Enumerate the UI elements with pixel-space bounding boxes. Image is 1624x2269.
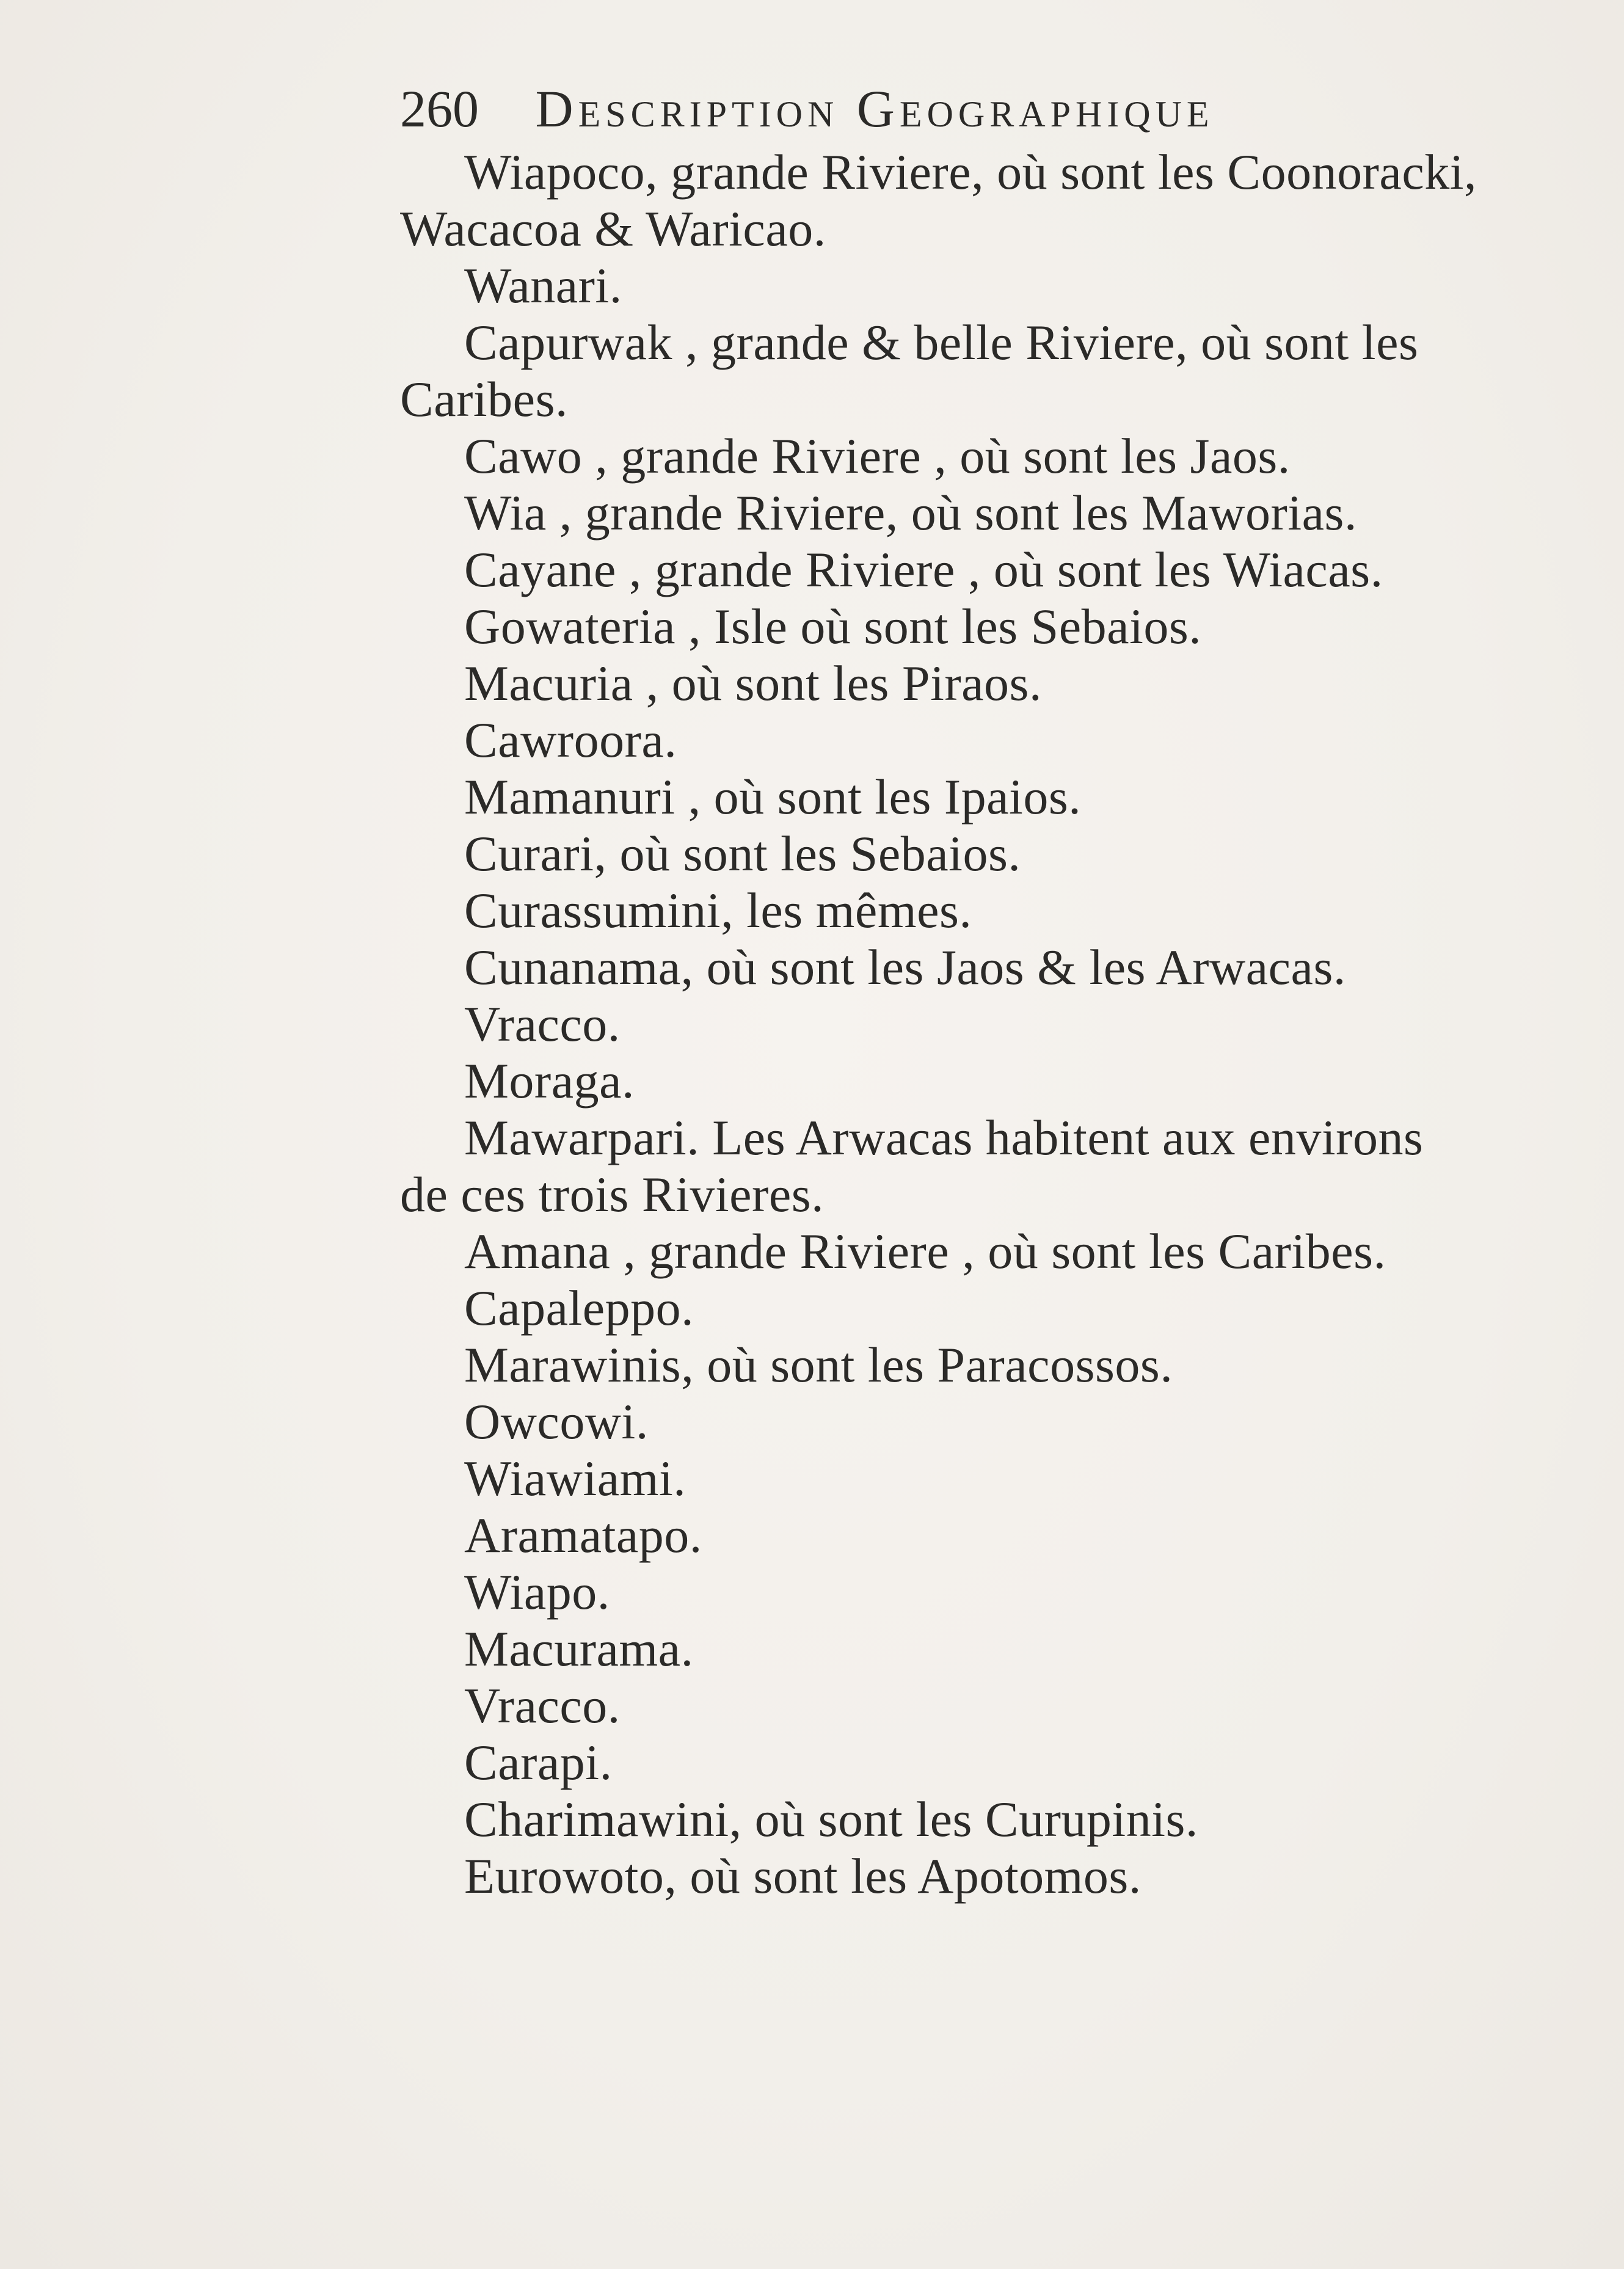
running-head [400, 78, 1353, 139]
text-line: Amana , grande Riviere , où sont les Caribes. [464, 1223, 1386, 1279]
text-line: Wiapo. [464, 1564, 610, 1620]
text-line: Wanari. [464, 258, 622, 313]
text-line: Wia , grande Riviere, où sont les Maworias. [464, 485, 1357, 541]
text-line: Vracco. [464, 996, 621, 1052]
text-line: Macuria , où sont les Piraos. [464, 655, 1042, 711]
text-line: Wiawiami. [464, 1451, 686, 1506]
text-line: Macurama. [464, 1621, 694, 1677]
text-line: Wacacoa & Waricao. [400, 201, 826, 257]
text-line: Curari, où sont les Sebaios. [464, 826, 1021, 881]
text-line: Cawroora. [464, 712, 677, 768]
body-text [400, 144, 1493, 1964]
text-line: Gowateria , Isle où sont les Sebaios. [464, 599, 1202, 654]
text-line: Mawarpari. Les Arwacas habitent aux environs [464, 1110, 1424, 1165]
text-line: Carapi. [464, 1735, 613, 1790]
text-line: Capurwak , grande & belle Riviere, où sont les [464, 315, 1419, 370]
text-line: Capaleppo. [464, 1280, 694, 1336]
text-line: Vracco. [464, 1678, 621, 1733]
text-line: Cawo , grande Riviere , où sont les Jaos. [464, 428, 1291, 484]
text-line: Marawinis, où sont les Paracossos. [464, 1337, 1173, 1393]
text-line: Caribes. [400, 371, 568, 427]
text-line: Mamanuri , où sont les Ipaios. [464, 769, 1082, 825]
text-line: Charimawini, où sont les Curupinis. [464, 1791, 1198, 1847]
text-line: Cayane , grande Riviere , où sont les Wiacas. [464, 542, 1383, 597]
text-line: de ces trois Rivieres. [400, 1167, 825, 1222]
text-line: Owcowi. [464, 1394, 649, 1449]
text-line: Cunanama, où sont les Jaos & les Arwacas. [464, 939, 1346, 995]
page-number: 260 [400, 79, 479, 138]
text-line: Wiapoco, grande Riviere, où sont les Coonoracki, [464, 144, 1477, 200]
text-line: Moraga. [464, 1053, 635, 1109]
running-title: Description Geographique [535, 79, 1214, 138]
text-line: Eurowoto, où sont les Apotomos. [464, 1848, 1142, 1904]
text-line: Curassumini, les mêmes. [464, 883, 972, 938]
text-line: Aramatapo. [464, 1507, 702, 1563]
